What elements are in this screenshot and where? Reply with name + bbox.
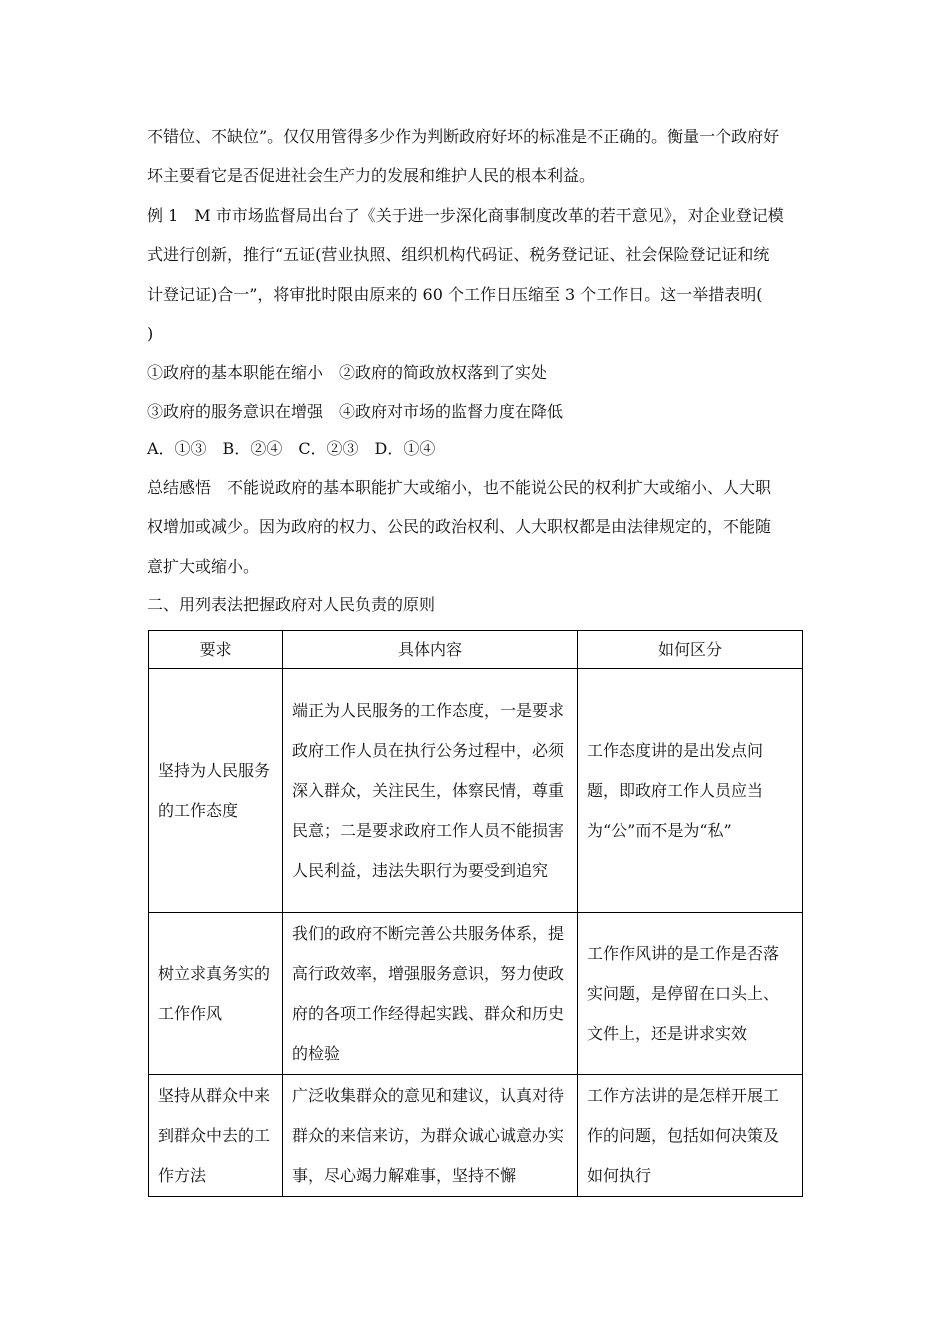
summary-line: 权增加或减少。因为政府的权力、公民的政治权利、人大职权都是由法律规定的，不能随 bbox=[147, 517, 772, 536]
header-distinction: 如何区分 bbox=[578, 631, 803, 669]
cell-requirement: 树立求真务实的工作作风 bbox=[149, 913, 283, 1075]
cell-requirement: 坚持为人民服务的工作态度 bbox=[149, 669, 283, 913]
example-line: ) bbox=[147, 324, 154, 343]
table-row bbox=[149, 669, 803, 913]
paragraph-line: 不错位、不缺位”。仅仅用管得多少作为判断政府好坏的标准是不正确的。衡量一个政府好 bbox=[147, 127, 780, 146]
summary-line: 总结感悟 不能说政府的基本职能扩大或缩小，也不能说公民的权利扩大或缩小、人大职 bbox=[147, 478, 772, 497]
example-line: 计登记证)合一”，将审批时限由原来的 60 个工作日压缩至 3 个工作日。这一举措表明( bbox=[147, 285, 763, 304]
paragraph-line: 坏主要看它是否促进社会生产力的发展和维护人民的根本利益。 bbox=[147, 166, 596, 185]
cell-distinction: 工作态度讲的是出发点问题，即政府工作人员应当为“公”而不是为“私” bbox=[578, 669, 803, 913]
header-content: 具体内容 bbox=[283, 631, 578, 669]
cell-content: 端正为人民服务的工作态度，一是要求政府工作人员在执行公务过程中，必须深入群众，关注民生，体察民情，尊重民意；二是要求政府工作人员不能损害人民利益，违法失职行为要受到追究 bbox=[283, 669, 578, 913]
cell-content: 广泛收集群众的意见和建议，认真对待群众的来信来访，为群众诚心诚意办实事，尽心竭力解难事，坚持不懈 bbox=[283, 1075, 578, 1197]
cell-content: 我们的政府不断完善公共服务体系，提高行政效率，增强服务意识，努力使政府的各项工作经得起实践、群众和历史的检验 bbox=[283, 913, 578, 1075]
example-line: 式进行创新，推行“五证(营业执照、组织机构代码证、税务登记证、社会保险登记证和统 bbox=[147, 245, 770, 264]
cell-distinction: 工作方法讲的是怎样开展工作的问题，包括如何决策及如何执行 bbox=[578, 1075, 803, 1197]
option-line: ③政府的服务意识在增强 ④政府对市场的监督力度在降低 bbox=[147, 402, 564, 421]
summary-line: 意扩大或缩小。 bbox=[147, 557, 260, 576]
section-title: 二、用列表法把握政府对人民负责的原则 bbox=[147, 595, 436, 614]
cell-distinction: 工作作风讲的是工作是否落实问题，是停留在口头上、文件上，还是讲求实效 bbox=[578, 913, 803, 1075]
option-line: ①政府的基本职能在缩小 ②政府的简政放权落到了实处 bbox=[147, 363, 548, 382]
responsibility-table bbox=[148, 630, 803, 1197]
answer-choices: A．①③ B．②④ C．②③ D．①④ bbox=[147, 439, 436, 458]
table-row bbox=[149, 1075, 803, 1197]
table-header-row bbox=[149, 631, 803, 669]
example-line: 例 1 M 市市场监督局出台了《关于进一步深化商事制度改革的若干意见》，对企业登记模 bbox=[147, 206, 784, 225]
header-requirement: 要求 bbox=[149, 631, 283, 669]
table-row bbox=[149, 913, 803, 1075]
cell-requirement: 坚持从群众中来到群众中去的工作方法 bbox=[149, 1075, 283, 1197]
